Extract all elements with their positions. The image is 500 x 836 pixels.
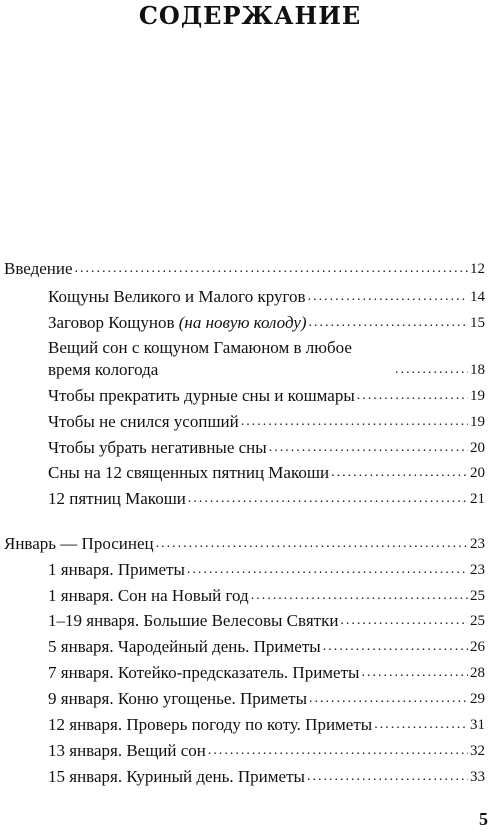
toc-entry-title: 5 января. Чародейный день. Приметы <box>48 637 321 656</box>
toc-leader-dots <box>187 559 468 581</box>
toc-entry-italic-note: (на новую колоду) <box>178 313 307 332</box>
toc-leader-dots <box>309 312 468 334</box>
toc-entry-title: Сны на 12 священных пятниц Макоши <box>48 463 330 482</box>
page-title: СОДЕРЖАНИЕ <box>138 1 362 30</box>
toc-entry-title: 1–19 января. Большие Велесовы Святки <box>48 611 339 630</box>
toc-page-number: 23 <box>470 562 485 578</box>
toc-page-number: 23 <box>470 536 485 552</box>
toc-leader-dots <box>156 533 468 555</box>
toc-page-number: 26 <box>470 639 485 655</box>
toc-leader-dots <box>340 610 468 632</box>
toc-page-number: 15 <box>470 315 485 331</box>
toc-entry-title: 12 января. Проверь погоду по коту. Приметы <box>48 715 373 734</box>
toc-entry[interactable] <box>48 462 485 484</box>
toc-page-number: 19 <box>470 414 485 430</box>
toc-entry-title: Чтобы убрать негативные сны <box>48 438 267 457</box>
toc-entry-january[interactable] <box>4 533 485 555</box>
toc-entry-title: 7 января. Котейко-предсказатель. Приметы <box>48 663 360 682</box>
toc-page-number: 19 <box>470 388 485 404</box>
toc-page-number: 21 <box>470 491 485 507</box>
toc-entry-title: Заговор Кощунов (на новую колоду) <box>48 313 307 332</box>
toc-entry[interactable] <box>48 411 485 433</box>
toc-page-number: 33 <box>470 769 485 785</box>
toc-page-number: 12 <box>470 261 485 277</box>
toc-entry[interactable] <box>48 488 485 510</box>
toc-entry-title: Чтобы не снился усопший <box>48 412 239 431</box>
page-number: 5 <box>479 809 488 829</box>
toc-page-number: 25 <box>470 588 485 604</box>
toc-entry-title: 9 января. Коню угощенье. Приметы <box>48 689 307 708</box>
toc-leader-dots <box>323 636 468 658</box>
toc-leader-dots <box>307 766 468 788</box>
toc-entry-title: Кощуны Великого и Малого кругов <box>48 287 306 306</box>
toc-page-number: 28 <box>470 665 485 681</box>
toc-page-number: 29 <box>470 691 485 707</box>
toc-entry-title: 1 января. Сон на Новый год <box>48 586 249 605</box>
toc-leader-dots <box>208 740 468 762</box>
toc-leader-dots <box>188 488 468 510</box>
toc-entry[interactable] <box>48 286 485 308</box>
toc-entry[interactable] <box>48 714 485 736</box>
toc-leader-dots <box>241 411 468 433</box>
toc-entry[interactable] <box>48 688 485 710</box>
toc-entry[interactable] <box>48 385 485 407</box>
toc-entry[interactable] <box>48 337 485 381</box>
toc-page-number: 31 <box>470 717 485 733</box>
toc-leader-dots <box>75 258 468 280</box>
toc-leader-dots <box>374 714 468 736</box>
toc-leader-dots <box>361 662 468 684</box>
toc-entry[interactable] <box>48 740 485 762</box>
toc-page-number: 20 <box>470 440 485 456</box>
toc-entry-title: 13 января. Вещий сон <box>48 741 206 760</box>
toc-entry-title: Вещий сон с кощуном Гамаюном в любое время кологода <box>48 338 352 379</box>
toc-entry[interactable] <box>48 437 485 459</box>
toc-leader-dots <box>309 688 468 710</box>
toc-entry-title: 15 января. Куриный день. Приметы <box>48 767 305 786</box>
toc-page-number: 18 <box>470 362 485 378</box>
toc-leader-dots <box>308 286 468 308</box>
toc-entry-title: Январь — Просинец <box>4 534 154 553</box>
toc-page-number: 14 <box>470 289 485 305</box>
toc-entry-title: 1 января. Приметы <box>48 560 185 579</box>
toc-leader-dots <box>331 462 468 484</box>
toc-entry[interactable] <box>48 559 485 581</box>
toc-leader-dots <box>269 437 468 459</box>
toc-entry[interactable] <box>48 585 485 607</box>
toc-entry-title: Введение <box>4 259 73 278</box>
toc-entry[interactable] <box>48 662 485 684</box>
toc-entry[interactable] <box>48 312 485 334</box>
toc-entry-intro[interactable] <box>4 258 485 280</box>
toc-leader-dots <box>251 585 468 607</box>
toc-leader-dots <box>357 385 468 407</box>
toc-entry-title: Чтобы прекратить дурные сны и кошмары <box>48 386 355 405</box>
toc-leader-dots <box>395 359 468 381</box>
toc-entry[interactable] <box>48 766 485 788</box>
toc-page-number: 32 <box>470 743 485 759</box>
toc-entry-title: 12 пятниц Макоши <box>48 489 186 508</box>
toc-entry[interactable] <box>48 610 485 632</box>
toc-page-number: 25 <box>470 613 485 629</box>
toc-page-number: 20 <box>470 465 485 481</box>
toc-entry[interactable] <box>48 636 485 658</box>
